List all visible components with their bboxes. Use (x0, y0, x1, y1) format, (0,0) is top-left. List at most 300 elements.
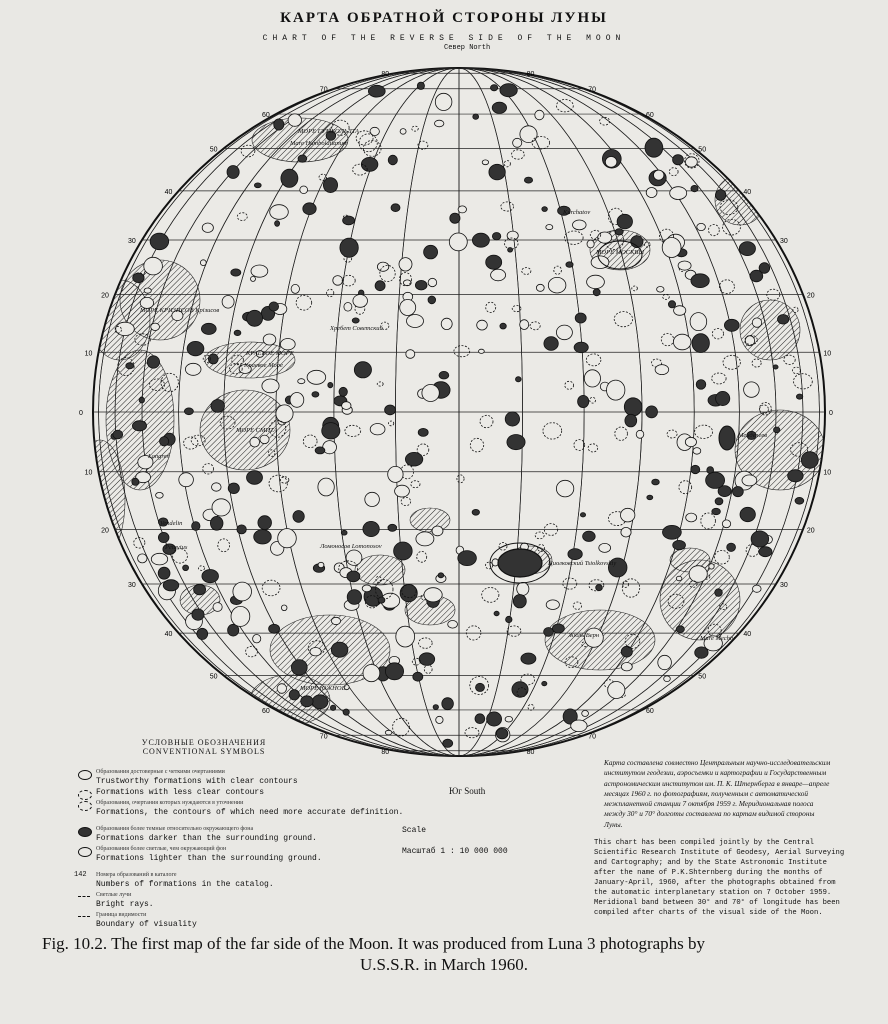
crater (132, 478, 139, 485)
crater (458, 206, 466, 213)
crater (234, 330, 241, 335)
legend-item (74, 799, 434, 817)
crater (201, 323, 216, 334)
crater (686, 157, 698, 167)
crater (544, 337, 558, 351)
crater (378, 597, 385, 603)
legend-en: Numbers of formations in the catalog. (96, 880, 274, 889)
legend-ru: Образования достоверные с четкими очертаниями (96, 769, 225, 775)
crater (645, 138, 663, 157)
crater (477, 320, 488, 330)
crater (473, 114, 479, 119)
crater (739, 242, 755, 256)
crater (254, 183, 261, 188)
crater (333, 276, 343, 286)
crater (788, 470, 804, 482)
latitude-label-left: 50 (209, 673, 218, 681)
crater (535, 110, 544, 120)
crater (293, 511, 304, 523)
crater (310, 648, 321, 656)
legend-en: Formations lighter than the surrounding ground. (96, 854, 322, 863)
crater (442, 698, 454, 710)
crater (432, 526, 443, 536)
legend-en: Formations, the contours of which need more accurate definition. (96, 808, 404, 817)
crater (605, 157, 617, 168)
crater (435, 120, 444, 127)
crater (298, 379, 305, 384)
legend-item (74, 891, 434, 909)
crater (133, 273, 144, 283)
crater (407, 315, 424, 328)
crater (185, 363, 201, 375)
legend-item (74, 911, 434, 929)
crater (212, 499, 230, 516)
crater (315, 447, 325, 454)
crater (571, 720, 587, 732)
crater (544, 628, 554, 637)
crater (144, 288, 151, 293)
crater (691, 274, 709, 288)
legend (74, 738, 434, 929)
crater (500, 84, 517, 97)
crater (745, 336, 754, 346)
mare-patch (740, 300, 800, 360)
crater (689, 566, 707, 583)
crater (706, 472, 725, 488)
crater (363, 665, 380, 682)
crater (566, 262, 573, 268)
crater (231, 269, 241, 276)
latitude-label-right: 80 (526, 748, 535, 756)
crater (428, 278, 437, 286)
crater (278, 529, 297, 548)
crater (417, 82, 424, 89)
crater (160, 437, 169, 446)
crater (524, 177, 532, 183)
crater (575, 313, 586, 323)
crater (621, 508, 635, 522)
crater (696, 380, 706, 390)
crater (505, 716, 512, 722)
crater (596, 585, 603, 591)
crater (578, 395, 589, 407)
region-label-moscow: МОРЕ МОСКВЫ (596, 249, 645, 256)
crater (298, 155, 307, 162)
legend-item (74, 845, 434, 863)
crater (607, 380, 625, 400)
legend-ru: Светлые лучи (96, 892, 132, 898)
crater (598, 232, 612, 243)
crater (722, 520, 730, 528)
legend-en: Boundary of visuality (96, 920, 197, 929)
crater (147, 356, 159, 368)
legend-heading-en: CONVENTIONAL SYMBOLS (142, 747, 266, 756)
figure-caption-line2: U.S.S.R. in March 1960. (359, 955, 529, 974)
crater (151, 553, 167, 565)
crater (139, 397, 144, 403)
crater (388, 466, 403, 482)
legend-ru: Образования, очертания которых нуждаются в уточнении (96, 800, 244, 806)
dark-circle-symbol (78, 827, 92, 837)
region-label-smythii: МОРЕ СМИТА (236, 427, 278, 434)
region-label-tsiolkovskiy: Циолковский Tsiolkovskiy (548, 560, 617, 567)
latitude-label-right: 60 (646, 707, 654, 715)
crater (733, 487, 744, 497)
map-title-english: CHART OF THE REVERSE SIDE OF THE MOON (262, 34, 626, 43)
crater (197, 628, 208, 639)
region-label-kurchatov: Kurchatov (563, 209, 591, 216)
crater (574, 342, 588, 353)
crater (113, 430, 123, 439)
crater (150, 233, 169, 250)
crater (385, 730, 392, 735)
latitude-label-right: 80 (526, 71, 535, 79)
crater (280, 339, 295, 350)
crater (676, 576, 682, 581)
region-label-langren: Langren (148, 453, 170, 460)
crater (691, 465, 700, 473)
crater (138, 554, 147, 563)
latitude-label-left: 80 (381, 71, 390, 79)
crater (676, 626, 684, 633)
crater (573, 220, 587, 230)
crater (301, 696, 313, 707)
legend-en: Trustworthy formations with clear contours (96, 777, 298, 786)
crater (418, 428, 428, 436)
crater (506, 616, 512, 622)
crater (489, 164, 505, 180)
crater (370, 424, 385, 435)
crater (608, 682, 625, 699)
crater (346, 550, 362, 565)
crater (419, 653, 435, 666)
region-label-vendelin: Vendelin (160, 520, 183, 527)
crater (599, 543, 611, 552)
legend-item (74, 768, 434, 786)
crater (664, 676, 671, 682)
crater (328, 382, 333, 387)
crater (520, 126, 537, 143)
crater (433, 705, 438, 710)
crater (621, 646, 632, 657)
region-label-mechty: Mare Mechty (700, 635, 735, 642)
crater (624, 398, 642, 416)
crater (542, 681, 547, 685)
crater (697, 223, 706, 230)
crater (277, 684, 286, 694)
crater (621, 663, 632, 671)
crater (400, 300, 416, 316)
legend-ru: Граница видимости (96, 912, 147, 918)
crater (584, 370, 600, 387)
latitude-label-left: 60 (262, 112, 270, 120)
crater (231, 606, 250, 626)
crater (450, 213, 460, 223)
crater (303, 203, 316, 215)
crater (347, 571, 360, 582)
number-symbol: 142 (74, 871, 87, 879)
crater (339, 387, 347, 396)
crater (163, 580, 179, 591)
crater (331, 617, 340, 624)
latitude-label-right: 20 (806, 527, 815, 535)
crater (521, 653, 536, 664)
crater (260, 435, 269, 444)
crater (362, 585, 371, 592)
crater (441, 318, 452, 329)
crater (556, 480, 573, 497)
crater (587, 240, 594, 248)
crater (494, 611, 499, 616)
crater (151, 323, 160, 330)
dark-crater (719, 426, 735, 450)
crater (213, 603, 222, 612)
crater (678, 261, 691, 270)
latitude-label-right: 10 (823, 350, 832, 358)
crater (281, 169, 298, 187)
latitude-label-left: 20 (101, 292, 109, 300)
crater (796, 394, 802, 399)
crater (556, 325, 572, 340)
crater (516, 377, 522, 382)
latitude-label-right: 50 (698, 146, 707, 154)
crater (187, 341, 204, 355)
crater (228, 483, 239, 494)
crater (343, 709, 349, 715)
crater (505, 412, 519, 426)
crater (405, 452, 422, 466)
crater (415, 280, 427, 290)
crater (262, 379, 279, 393)
crater (472, 233, 489, 247)
crater (752, 318, 761, 327)
crater (179, 473, 194, 487)
crater (233, 582, 252, 601)
crater (368, 85, 385, 97)
scale (402, 824, 508, 858)
crater (476, 683, 485, 691)
crater (727, 543, 736, 551)
crater (716, 190, 726, 201)
region-label-crisium: МОРЕ КРИЗИСОВ Крізисов (140, 307, 220, 314)
crater (340, 238, 358, 257)
region-label-verne: Жюль Верн (568, 632, 600, 639)
crater (424, 245, 438, 259)
crater (385, 405, 396, 415)
crater (436, 716, 443, 723)
latitude-label-right: 60 (646, 112, 654, 120)
boundary-line-symbol (78, 916, 90, 917)
crater (158, 567, 170, 579)
crater (318, 562, 324, 567)
legend-item (74, 825, 434, 843)
crater (582, 710, 589, 716)
crater (670, 187, 687, 200)
latitude-label-left: 60 (262, 707, 270, 715)
crater (568, 549, 582, 560)
latitude-label-right: 70 (588, 86, 596, 94)
crater (472, 509, 479, 515)
crater (715, 589, 723, 597)
crater (212, 483, 222, 491)
crater (250, 437, 260, 447)
tsiolkovskiy-crater (498, 549, 542, 577)
crater (270, 205, 289, 220)
crater (646, 406, 658, 418)
crater (448, 621, 458, 629)
crater (158, 532, 169, 542)
crater (507, 435, 525, 450)
circle-symbol (78, 847, 92, 857)
latitude-label-left: 30 (128, 582, 136, 589)
crater (331, 642, 348, 657)
map-title-russian: КАРТА ОБРАТНОЙ СТОРОНЫ ЛУНЫ (280, 10, 608, 26)
crater (290, 393, 304, 408)
crater (192, 609, 204, 620)
crater (403, 280, 411, 286)
crater (291, 660, 307, 676)
crater (237, 525, 246, 534)
legend-ru: Образования более темные относительно окружающего фона (96, 826, 254, 832)
legend-heading-ru: УСЛОВНЫЕ ОБОЗНАЧЕНИЯ (141, 738, 267, 747)
crater (227, 166, 239, 179)
crater (709, 564, 714, 569)
crater (712, 508, 721, 514)
crater (691, 185, 698, 191)
crater (486, 255, 502, 269)
latitude-label-left: 10 (84, 350, 93, 358)
crater (396, 626, 415, 647)
crater (692, 334, 709, 353)
crater (202, 570, 219, 583)
crater (322, 423, 340, 439)
crater (192, 522, 200, 531)
crater (479, 349, 485, 353)
region-label-marginis: КРАЕВОЕ МОРЕ (246, 350, 294, 357)
crater (210, 516, 223, 530)
crater (330, 705, 335, 710)
crater (439, 371, 449, 379)
mare-patch (75, 440, 125, 560)
crater (263, 334, 276, 345)
crater (269, 624, 280, 633)
latitude-label-right: 30 (780, 582, 788, 589)
crater (347, 590, 361, 605)
latitude-label-left: 30 (128, 238, 136, 245)
crater (593, 289, 600, 296)
crater (365, 492, 380, 506)
crater (652, 479, 660, 485)
crater (116, 322, 135, 335)
latitude-label-right: 50 (698, 673, 707, 681)
crater (194, 584, 206, 595)
crater (222, 296, 234, 309)
figure-caption: Fig. 10.2. The first map of the far side of the Moon. It was produced from Luna 3 photographs by (42, 934, 706, 953)
crater (275, 221, 280, 227)
north-label: Север North (444, 44, 491, 52)
crater (435, 93, 452, 110)
crater (363, 521, 379, 536)
crater (126, 363, 134, 369)
crater (253, 635, 261, 643)
crater (673, 540, 686, 549)
crater (156, 492, 164, 498)
crater (281, 605, 287, 611)
legend-en: Bright rays. (96, 900, 154, 909)
latitude-label-left: 40 (164, 631, 173, 639)
crater (657, 287, 664, 293)
region-label-marginis_en: Краевое Море (244, 362, 283, 369)
legend-en: Formations darker than the surrounding ground. (96, 834, 317, 843)
crater (668, 301, 675, 308)
crater (778, 315, 789, 325)
circle-symbol (78, 770, 92, 780)
crater (617, 214, 632, 229)
crater (774, 427, 780, 433)
crater (513, 138, 522, 147)
crater (615, 229, 623, 235)
crater (580, 513, 585, 517)
ray-line-symbol (78, 896, 90, 897)
crater (693, 448, 701, 455)
crater (251, 265, 268, 277)
crater (740, 507, 755, 521)
crater (759, 547, 772, 557)
crater (388, 155, 397, 165)
crater (247, 310, 263, 326)
latitude-label-left: 50 (209, 146, 218, 154)
crater (663, 525, 682, 539)
crater (458, 551, 477, 566)
crater (375, 281, 385, 291)
crater (208, 354, 218, 364)
crater (438, 573, 444, 578)
region-label-petavius: Petavius (165, 544, 188, 551)
crater (370, 127, 379, 135)
crater (795, 497, 804, 504)
crater (200, 260, 206, 266)
crater (254, 530, 272, 544)
crater (274, 119, 284, 130)
crater (753, 585, 762, 592)
crater (416, 532, 434, 546)
crater (662, 238, 681, 258)
crater (686, 513, 697, 522)
crater (500, 323, 506, 329)
crater (300, 186, 308, 194)
latitude-label-right: 0 (829, 410, 833, 417)
region-label-lomonosov: Ломоносов Lomonosov (320, 543, 382, 550)
crater (289, 690, 299, 700)
crater (716, 391, 730, 405)
south-label: Юг South (449, 786, 486, 796)
crater (428, 296, 436, 304)
crater (517, 582, 529, 595)
crater (391, 204, 400, 212)
crater (422, 385, 439, 402)
compilation-note-ru: Карта составлена совместно Центральным научно-исследовательским институтом геодезии, аэросъемки и картографии и Государственным астрономическим институтом им. П. К. Штернберга в январе—апреле месяцах 1960 г. по фотографиям, полученным с автоматической межпланетной станции 7 октября 1959 г. Меридиональная полоса между 30° и 70° долготы составлена по картам видимой стороны Луны. (604, 758, 831, 829)
mare-patch (410, 508, 450, 532)
crater (343, 216, 355, 225)
crater (591, 256, 609, 269)
crater (424, 588, 442, 602)
crater (625, 414, 637, 427)
crater (354, 362, 371, 378)
latitude-label-left: 70 (319, 86, 328, 94)
crater (513, 595, 526, 608)
crater (491, 85, 498, 91)
crater (674, 306, 686, 316)
